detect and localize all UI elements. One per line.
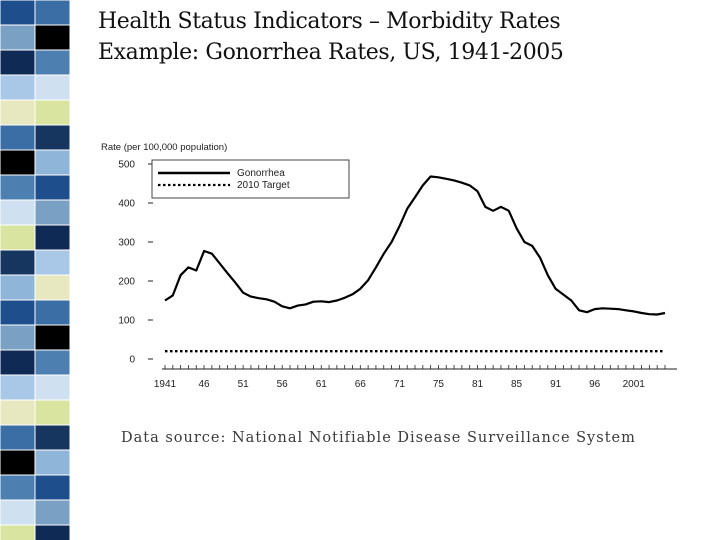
x-tick-label: 66: [354, 379, 366, 390]
strip-block: [0, 500, 35, 525]
strip-block: [35, 75, 70, 100]
strip-block: [0, 450, 35, 475]
x-tick-label: 1941: [153, 379, 177, 390]
y-tick-label: 100: [118, 315, 135, 327]
y-tick-label: 400: [118, 198, 135, 210]
x-tick-label: 85: [511, 379, 523, 390]
strip-block: [0, 275, 35, 300]
strip-block: [35, 450, 70, 475]
y-tick-label: 300: [118, 237, 135, 249]
series-layer: [165, 177, 665, 352]
strip-block: [35, 175, 70, 200]
strip-block: [0, 225, 35, 250]
strip-block: [35, 125, 70, 150]
title-line-2: Example: Gonorrhea Rates, US, 1941-2005: [98, 40, 564, 65]
strip-block: [35, 325, 70, 350]
x-axis: [154, 365, 677, 390]
strip-block: [0, 75, 35, 100]
strip-block: [0, 475, 35, 500]
title-line-1: Health Status Indicators – Morbidity Rates: [98, 9, 561, 34]
strip-block: [0, 400, 35, 425]
legend-box: [152, 160, 349, 198]
strip-block: [35, 500, 70, 525]
strip-block: [35, 0, 70, 25]
y-axis: [118, 160, 153, 366]
strip-block: [0, 250, 35, 275]
slide-title: [98, 6, 564, 68]
strip-block: [0, 200, 35, 225]
strip-block: [0, 350, 35, 375]
x-tick-label: 96: [589, 379, 601, 390]
strip-block: [35, 350, 70, 375]
x-tick-label: 56: [276, 379, 288, 390]
strip-block: [0, 25, 35, 50]
strip-block: [35, 525, 70, 540]
x-tick-label: 61: [315, 379, 327, 390]
strip-block: [35, 150, 70, 175]
strip-block: [35, 225, 70, 250]
strip-block: [35, 375, 70, 400]
x-tick-label: 81: [471, 379, 484, 390]
strip-block: [0, 300, 35, 325]
y-tick-label: 0: [129, 354, 135, 366]
strip-block: [0, 150, 35, 175]
strip-block: [35, 400, 70, 425]
legend: [152, 160, 349, 198]
strip-block: [0, 0, 35, 25]
strip-block: [35, 250, 70, 275]
strip-block: [0, 125, 35, 150]
strip-block: [35, 25, 70, 50]
strip-block: [0, 425, 35, 450]
strip-block: [35, 475, 70, 500]
strip-block: [35, 300, 70, 325]
decorative-color-strip: [0, 0, 70, 540]
legend-label-gonorrhea: Gonorrhea: [237, 168, 285, 179]
strip-block: [35, 275, 70, 300]
x-tick-label: 71: [393, 379, 405, 390]
y-tick-label: 200: [118, 276, 135, 288]
x-tick-label: 2001: [622, 379, 645, 390]
gonorrhea-rate-chart: [95, 135, 685, 400]
strip-block: [0, 100, 35, 125]
strip-block: [0, 50, 35, 75]
strip-block: [0, 175, 35, 200]
legend-label-2010-target: 2010 Target: [237, 180, 290, 191]
y-tick-label: 500: [118, 159, 135, 171]
strip-block: [0, 375, 35, 400]
x-tick-label: 46: [198, 379, 210, 390]
y-axis-label: Rate (per 100,000 population): [101, 142, 228, 153]
strip-block: [35, 200, 70, 225]
strip-block: [35, 425, 70, 450]
strip-block: [35, 100, 70, 125]
strip-block: [0, 325, 35, 350]
x-tick-label: 91: [550, 379, 562, 390]
strip-block: [35, 50, 70, 75]
x-tick-label: 51: [237, 379, 249, 390]
strip-block: [0, 525, 35, 540]
data-source-note: Data source: National Notifiable Disease Surveillance System: [121, 430, 636, 446]
x-tick-label: 75: [432, 379, 444, 390]
